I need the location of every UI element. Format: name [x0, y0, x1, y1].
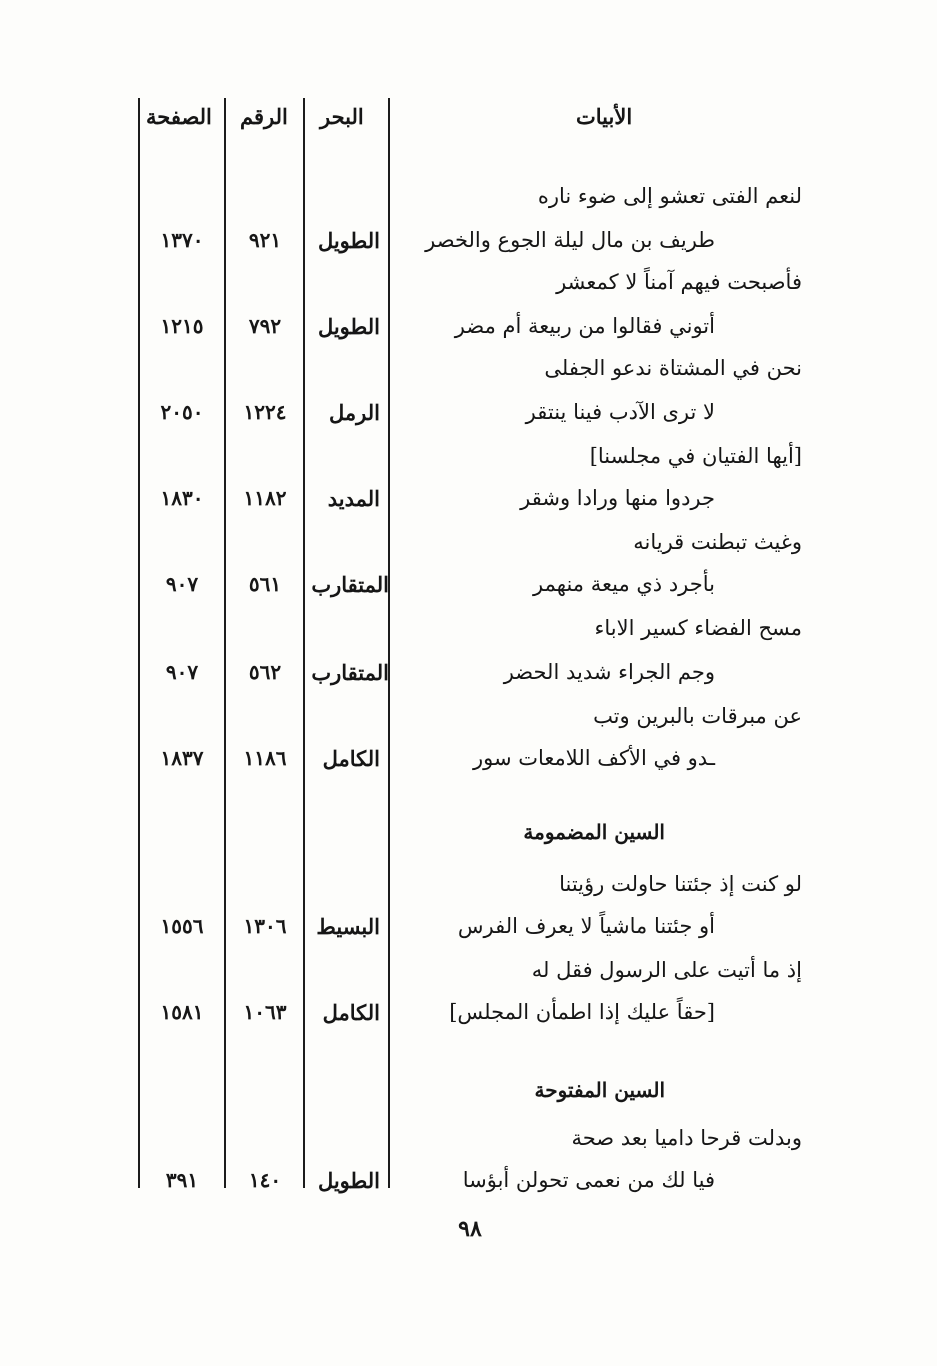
section-heading-sin-fatha: السين المفتوحة: [534, 1078, 665, 1102]
page-cell: ١٥٨١: [160, 1000, 204, 1024]
number-cell: ١٢٢٤: [243, 400, 287, 424]
verse-line-second: جردوا منها ورادا وشقر: [520, 486, 715, 510]
header-number: الرقم: [240, 104, 288, 129]
header-verses: الأبيات: [576, 104, 633, 129]
page-cell: ٩٠٧: [165, 572, 199, 596]
verse-line-second: [حقاً عليك إذا اطمأن المجلس]: [449, 1000, 715, 1024]
verse-line-first: فأصبحت فيهم آمناً لا كمعشر: [556, 270, 802, 294]
meter-cell: البسيط: [316, 914, 380, 939]
number-cell: ١٣٠٦: [243, 914, 287, 938]
verse-line-first: وبدلت قرحا داميا بعد صحة: [571, 1126, 802, 1150]
meter-cell: المتقارب: [311, 572, 389, 597]
page-cell: ١٣٧٠: [160, 228, 204, 252]
number-cell: ٩٢١: [248, 228, 282, 252]
column-rule-meter-number: [303, 98, 305, 1188]
verse-line-first: مسح الفضاء كسير الاباء: [594, 616, 802, 640]
column-rule-left-edge: [138, 98, 140, 1188]
number-cell: ١٤٠: [248, 1168, 282, 1192]
page-cell: ٣٩١: [165, 1168, 199, 1192]
number-cell: ٥٦١: [248, 572, 282, 596]
section-heading-sin-damma: السين المضمومة: [523, 820, 665, 844]
column-rule-number-page: [224, 98, 226, 1188]
verse-line-first: عن مبرقات بالبرين وتب: [593, 704, 802, 728]
header-page: الصفحة: [146, 104, 212, 129]
page-cell: ٢٠٥٠: [160, 400, 204, 424]
page-cell: ١٨٣٧: [160, 746, 204, 770]
page-cell: ١٨٣٠: [160, 486, 204, 510]
meter-cell: الكامل: [322, 746, 380, 771]
verse-line-first: [أيها الفتيان في مجلسنا]: [589, 444, 802, 468]
number-cell: ١١٨٢: [243, 486, 287, 510]
meter-cell: المديد: [327, 486, 380, 511]
verse-line-second: لا ترى الآدب فينا ينتقر: [525, 400, 715, 424]
number-cell: ١٠٦٣: [243, 1000, 287, 1024]
number-cell: ١١٨٦: [243, 746, 287, 770]
verse-line-first: وغيث تبطنت قريانه: [633, 530, 802, 554]
page-cell: ١٥٥٦: [160, 914, 204, 938]
verse-line-first: إذ ما أتيت على الرسول فقل له: [531, 958, 802, 982]
page-cell: ١٢١٥: [160, 314, 204, 338]
verse-line-second: ـدو في الأكف اللامعات سور: [472, 746, 715, 770]
verse-line-first: لو كنت إذ جئتنا حاولت رؤيتنا: [559, 872, 802, 896]
page-number: ٩٨: [458, 1216, 482, 1242]
verse-line-second: طريف بن مال ليلة الجوع والخصر: [425, 228, 715, 252]
verse-line-second: فيا لك من نعمى تحولن أبؤسا: [462, 1168, 715, 1192]
meter-cell: الطويل: [317, 1168, 380, 1193]
header-meter: البحر: [320, 104, 364, 129]
verse-line-first: لنعم الفتى تعشو إلى ضوء ناره: [537, 184, 802, 208]
verse-line-second: أو جئتنا ماشياً لا يعرف الفرس: [457, 914, 715, 938]
verse-line-second: أتوني فقالوا من ربيعة أم مضر: [454, 314, 715, 338]
verse-line-second: بأجرد ذي ميعة منهمر: [533, 572, 715, 596]
meter-cell: الطويل: [317, 228, 380, 253]
meter-cell: الرمل: [329, 400, 380, 425]
verse-line-first: نحن في المشتاة ندعو الجفلى: [544, 356, 802, 380]
column-rule-right-edge: [388, 98, 390, 1188]
meter-cell: المتقارب: [311, 660, 389, 685]
number-cell: ٥٦٢: [248, 660, 282, 684]
meter-cell: الكامل: [322, 1000, 380, 1025]
page-cell: ٩٠٧: [165, 660, 199, 684]
verse-line-second: وجم الجراء شديد الحضر: [503, 660, 715, 684]
number-cell: ٧٩٢: [248, 314, 282, 338]
meter-cell: الطويل: [317, 314, 380, 339]
